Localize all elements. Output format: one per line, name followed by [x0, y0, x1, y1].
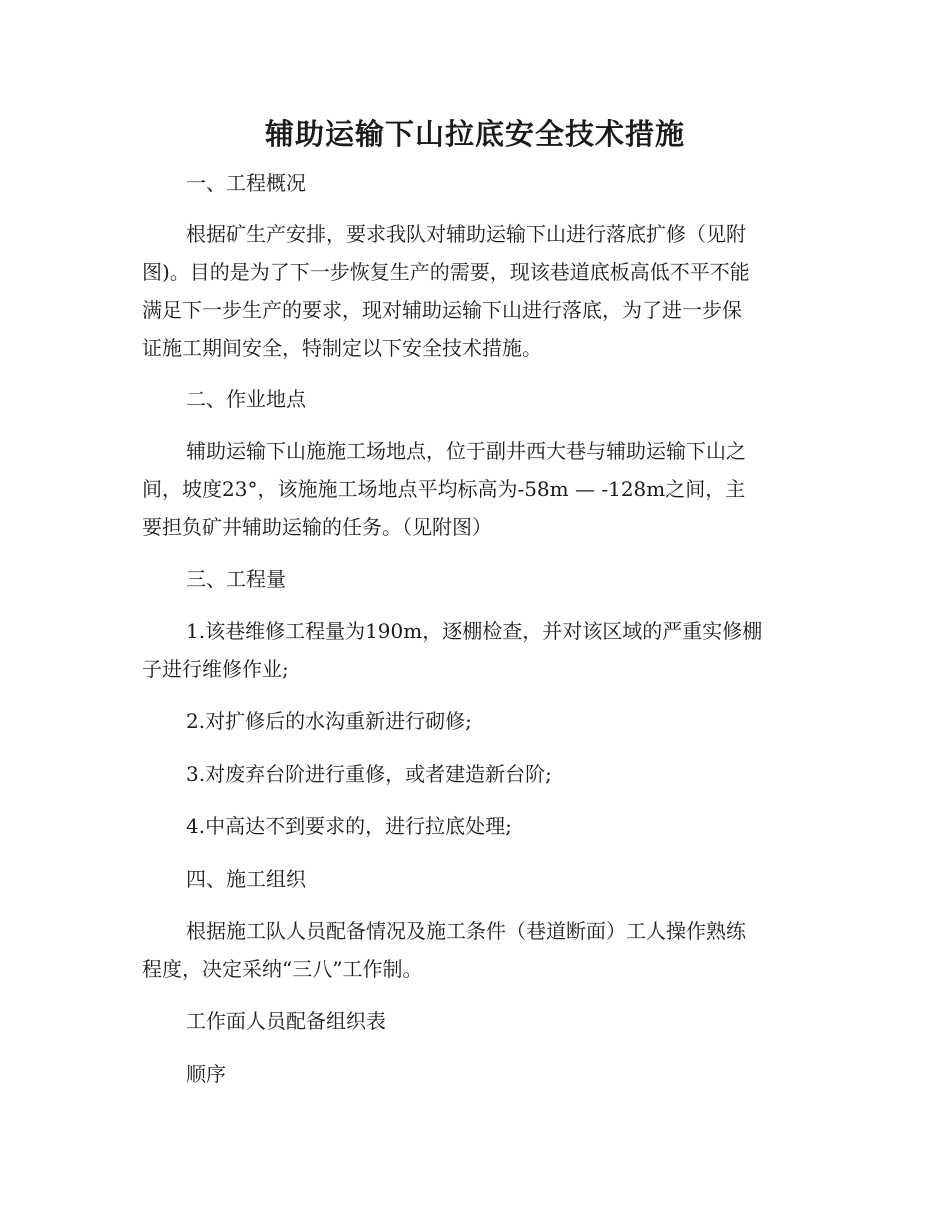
section3-heading: 三、工程量	[186, 567, 286, 591]
workload-item-1-continuation: 子进行维修作业;	[142, 657, 289, 681]
workload-item-2: 2.对扩修后的水沟重新进行砌修;	[186, 709, 472, 733]
table-caption: 工作面人员配备组织表	[186, 1009, 386, 1033]
section2-heading: 二、作业地点	[186, 387, 306, 411]
section2-paragraph-line: 要担负矿井辅助运输的任务。（见附图）	[142, 515, 492, 539]
section4-paragraph-line: 程度，决定采纳“三八”工作制。	[142, 957, 423, 981]
document-title: 辅助运输下山拉底安全技术措施	[264, 117, 685, 151]
section2-paragraph-line: 辅助运输下山施施工场地点，位于副井西大巷与辅助运输下山之	[186, 439, 746, 463]
section2-paragraph-line: 间，坡度23°，该施施工场地点平均标高为-58m — -128m之间，主	[142, 477, 746, 501]
section1-paragraph-line: 证施工期间安全，特制定以下安全技术措施。	[142, 336, 542, 360]
workload-item-1: 1.该巷维修工程量为190m，逐棚检查，并对该区域的严重实修棚	[186, 619, 763, 643]
workload-item-3: 3.对废弃台阶进行重修，或者建造新台阶;	[186, 762, 552, 786]
section4-heading: 四、施工组织	[186, 867, 306, 891]
workload-item-4: 4.中高达不到要求的，进行拉底处理;	[186, 814, 512, 838]
table-first-cell: 顺序	[186, 1062, 226, 1086]
section1-paragraph-line: 根据矿生产安排，要求我队对辅助运输下山进行落底扩修（见附	[186, 222, 746, 246]
section4-paragraph-line: 根据施工队人员配备情况及施工条件（巷道断面）工人操作熟练	[186, 919, 746, 943]
section1-paragraph-line: 满足下一步生产的要求，现对辅助运输下山进行落底，为了进一步保	[142, 298, 742, 322]
section1-paragraph-line: 图)。目的是为了下一步恢复生产的需要，现该巷道底板高低不平不能	[142, 260, 750, 284]
section1-heading: 一、工程概况	[186, 171, 306, 195]
